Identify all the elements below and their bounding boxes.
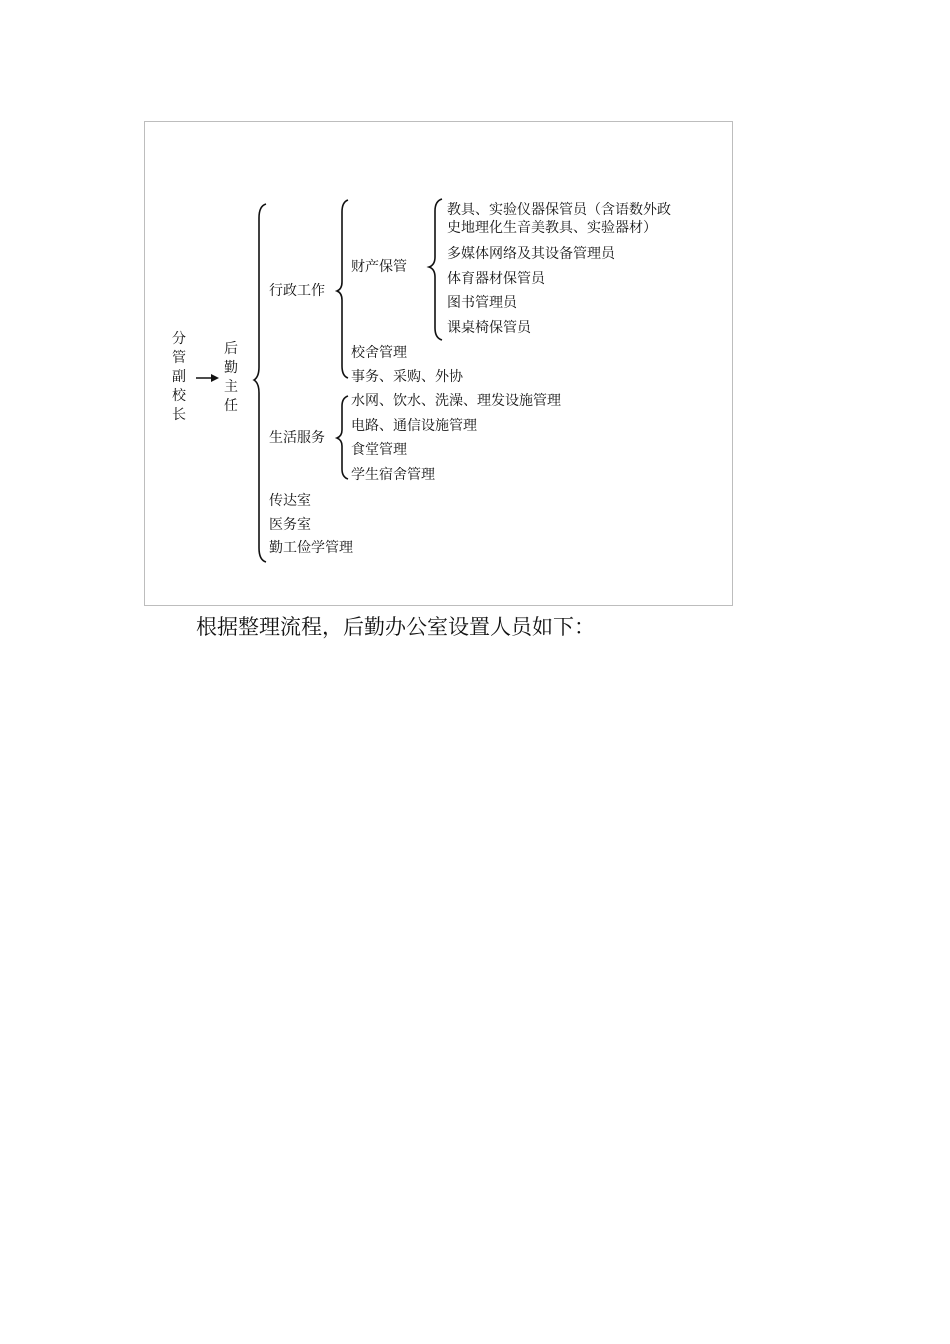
life-service-label: 生活服务 [269,430,325,446]
life-service-item: 学生宿舍管理 [351,467,435,483]
admin-work-label: 行政工作 [269,283,325,299]
campus-label: 校舍管理 [351,345,407,361]
property-item: 史地理化生音美教具、实验器材） [447,220,657,236]
affairs-label: 事务、采购、外协 [351,369,463,385]
other-item: 医务室 [269,517,311,533]
property-label: 财产保管 [351,259,407,275]
director-node-label: 后勤主任 [224,341,238,414]
caption-text: 根据整理流程，后勤办公室设置人员如下： [196,615,595,639]
org-chart-figure [144,121,733,606]
property-item: 体育器材保管员 [447,271,545,287]
property-item: 多媒体网络及其设备管理员 [447,246,615,262]
life-service-item: 水网、饮水、洗澡、理发设施管理 [351,393,561,409]
life-service-item: 电路、通信设施管理 [351,418,477,434]
other-item: 传达室 [269,493,311,509]
property-item: 课桌椅保管员 [447,320,531,336]
property-item: 教具、实验仪器保管员（含语数外政 [447,202,671,218]
other-item: 勤工俭学管理 [269,540,353,556]
root-node-label: 分管副校长 [172,331,186,423]
life-service-item: 食堂管理 [351,442,407,458]
property-item: 图书管理员 [447,295,517,311]
